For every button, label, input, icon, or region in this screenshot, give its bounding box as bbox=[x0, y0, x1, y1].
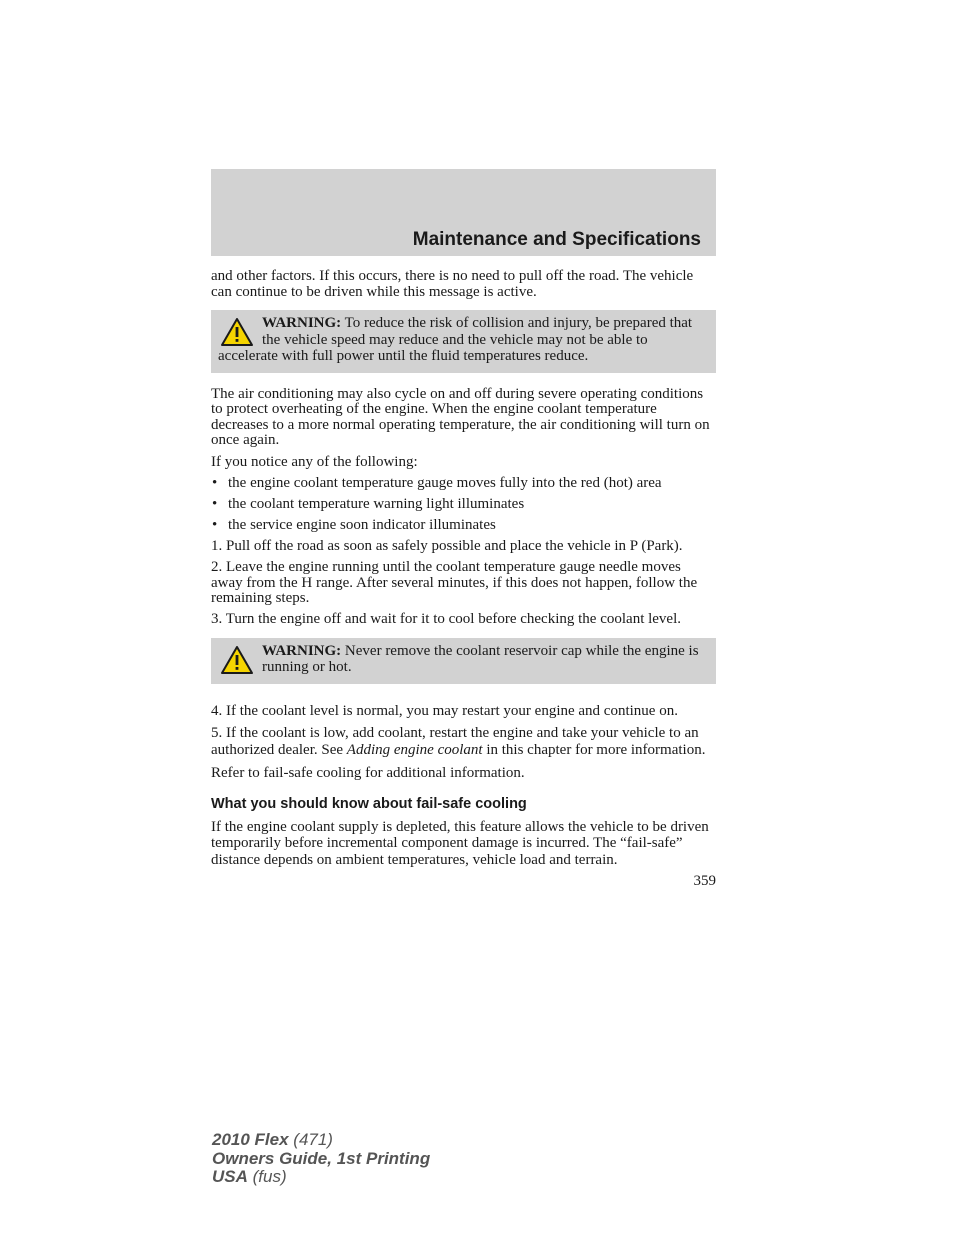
warning-label: WARNING: bbox=[262, 642, 342, 659]
paragraph-fail-safe: If the engine coolant supply is depleted, this feature allows the vehicle to be driven temporarily before incremental component damage is incurred. The “fail-safe” distance depends on ambient temperatures, vehicle load and terrain. bbox=[211, 818, 709, 868]
page-number: 359 bbox=[693, 872, 716, 889]
list-item: • the coolant temperature warning light illuminates bbox=[212, 495, 525, 512]
paragraph-refer: Refer to fail-safe cooling for additional information. bbox=[211, 765, 525, 781]
bullet-symbol: • bbox=[212, 516, 218, 533]
bullet-symbol: • bbox=[212, 474, 218, 491]
symptom-list bbox=[211, 476, 716, 534]
paragraph-notice: If you notice any of the following: bbox=[211, 453, 418, 470]
step-1: 1. Pull off the road as soon as safely possible and place the vehicle in P (Park). bbox=[211, 537, 683, 554]
step-2: 2. Leave the engine running until the coolant temperature gauge needle moves away from the H range. After several minutes, if this does not happen, follow the remaining steps. bbox=[211, 559, 698, 607]
warning-box-reservoir-cap bbox=[211, 638, 716, 684]
list-item: • the engine coolant temperature gauge moves fully into the red (hot) area bbox=[212, 474, 662, 491]
footer-region-line: USA (fus) bbox=[212, 1167, 287, 1186]
bullet-symbol: • bbox=[212, 495, 218, 512]
step-4: 4. If the coolant level is normal, you may restart your engine and continue on. bbox=[211, 702, 678, 719]
footer-model-line: 2010 Flex (471) bbox=[212, 1130, 333, 1149]
warning-text: Never remove the coolant reservoir cap while the engine is running or hot. bbox=[262, 642, 699, 676]
chapter-title: Maintenance and Specifications bbox=[412, 229, 701, 250]
section-heading: What you should know about fail-safe cooling bbox=[211, 795, 527, 812]
warning-triangle-icon bbox=[220, 645, 254, 675]
paragraph-continued: and other factors. If this occurs, there is no need to pull off the road. The vehicle can continue to be driven while this message is active. bbox=[211, 268, 694, 300]
warning-triangle-icon bbox=[220, 317, 254, 347]
step-3: 3. Turn the engine off and wait for it to cool before checking the coolant level. bbox=[211, 611, 682, 628]
footer-edition-line: Owners Guide, 1st Printing bbox=[212, 1148, 431, 1168]
page-content bbox=[211, 269, 716, 894]
step-5: 5. If the coolant is low, add coolant, restart the engine and take your vehicle to an authorized dealer. See Adding engine coolant in this chapter for more information. bbox=[211, 725, 706, 758]
page-number-row bbox=[211, 874, 716, 894]
list-item: • the service engine soon indicator illuminates bbox=[212, 516, 496, 533]
chapter-header-band bbox=[211, 169, 716, 256]
paragraph-air-conditioning: The air conditioning may also cycle on and off during severe operating conditions to protect overheating of the engine. When the engine coolant temperature decreases to a more normal operating temperature, the air conditioning will turn on once again. bbox=[211, 385, 710, 449]
cross-reference: Adding engine coolant bbox=[346, 741, 483, 758]
document-footer bbox=[212, 1131, 430, 1187]
warning-box-speed bbox=[211, 310, 716, 373]
warning-label: WARNING: bbox=[262, 315, 342, 332]
warning-text: To reduce the risk of collision and injury, be prepared that the vehicle speed may reduce and the vehicle may not be able to accelerate with full power until the fluid temperatures reduce. bbox=[218, 315, 693, 365]
